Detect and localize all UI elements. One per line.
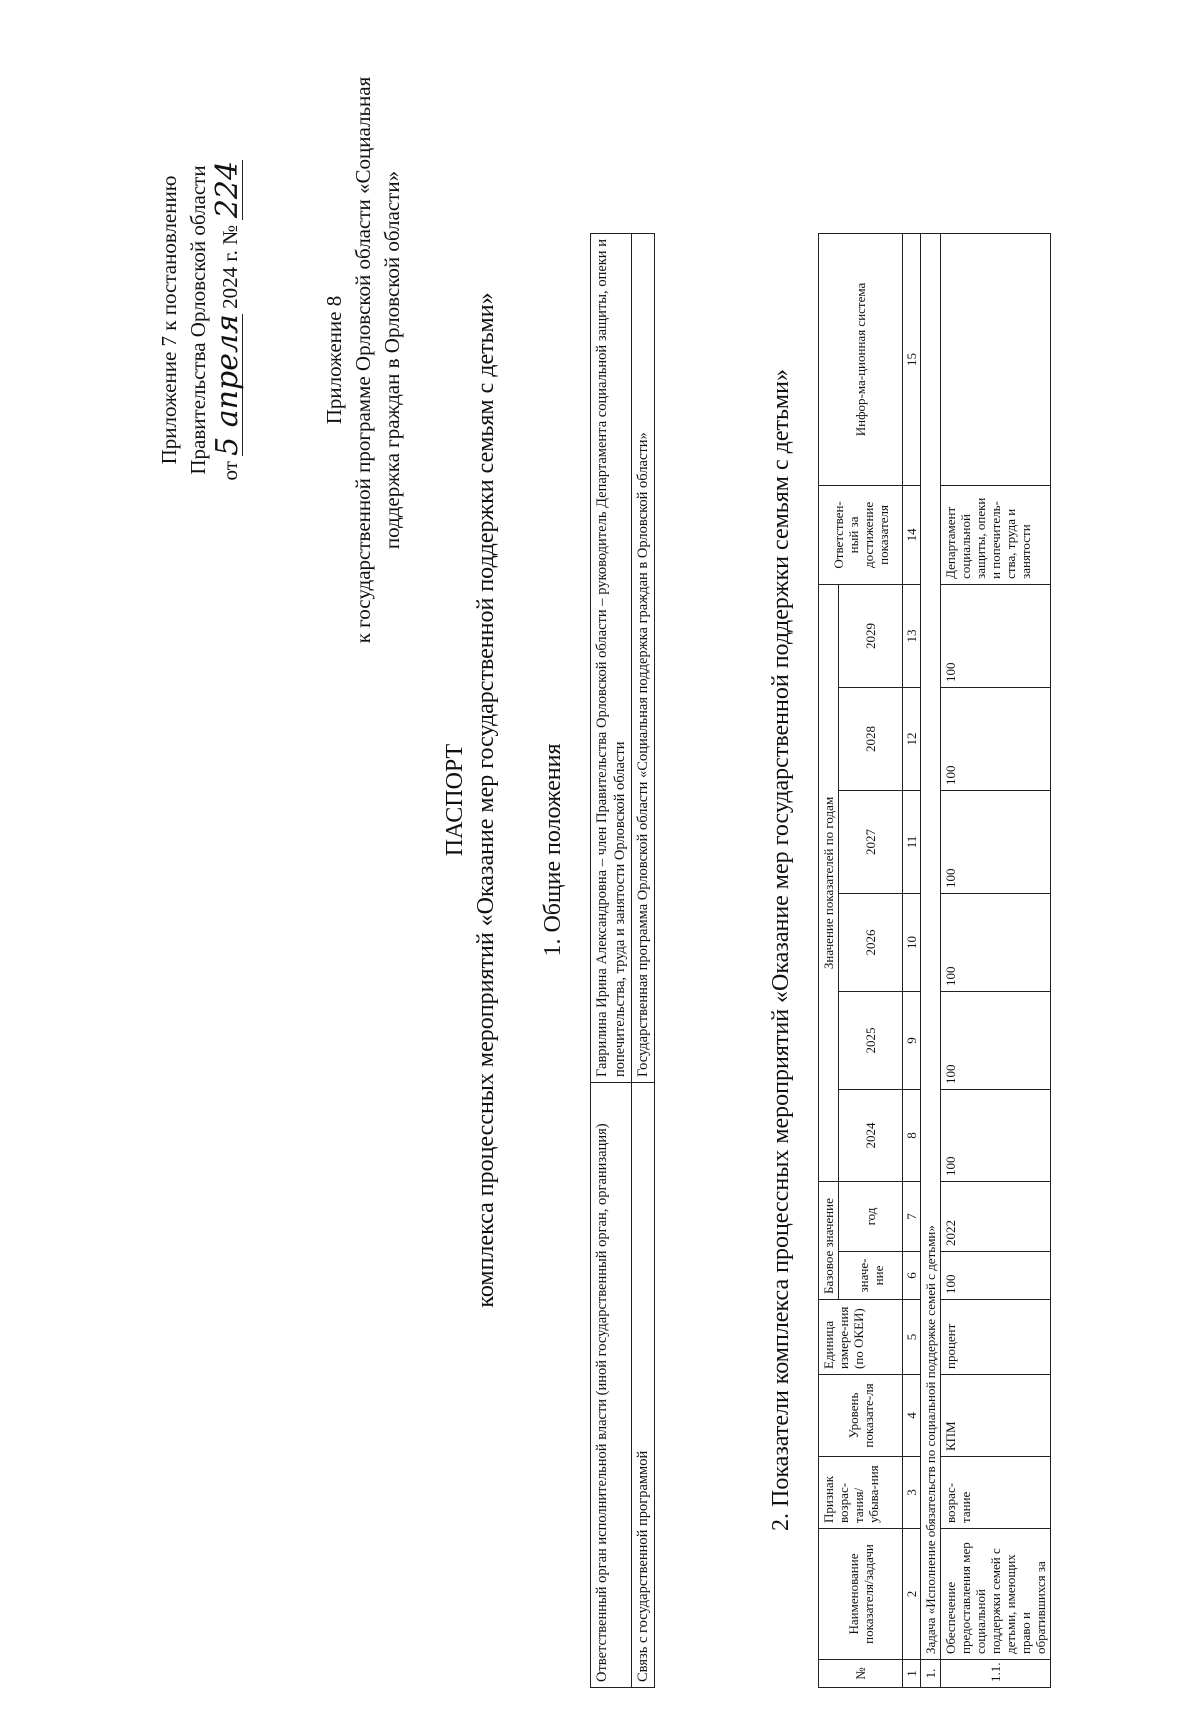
table-row bbox=[632, 234, 655, 1688]
row-value: 100 bbox=[941, 893, 1051, 991]
col-number: 9 bbox=[903, 991, 921, 1089]
date-year: 2024 г. № bbox=[218, 224, 242, 309]
col-num: № bbox=[819, 1660, 903, 1688]
col-year: 2027 bbox=[839, 790, 903, 893]
col-year: 2028 bbox=[839, 687, 903, 790]
col-info-system: Инфор-ма-ционная система bbox=[819, 234, 903, 486]
column-numbers-row bbox=[903, 234, 921, 1688]
responsible-label: Ответственный орган исполнительной власти (иной государственный орган, организация) bbox=[591, 1083, 632, 1688]
indicators-table bbox=[818, 233, 1051, 1688]
row-level: КПМ bbox=[941, 1375, 1051, 1457]
col-number: 8 bbox=[903, 1089, 921, 1181]
col-number: 3 bbox=[903, 1457, 921, 1529]
title-line1: ПАСПОРТ bbox=[442, 743, 468, 857]
col-base-value: значе-ние bbox=[839, 1252, 903, 1300]
col-number: 2 bbox=[903, 1529, 921, 1660]
col-number: 7 bbox=[903, 1181, 921, 1251]
task-text: Задача «Исполнение обязательств по социальной поддержке семей с детьми» bbox=[921, 234, 941, 1660]
row-value: 100 bbox=[941, 1089, 1051, 1181]
col-number: 4 bbox=[903, 1375, 921, 1457]
col-number: 6 bbox=[903, 1252, 921, 1300]
annex7-date-line bbox=[210, 40, 245, 600]
general-provisions-table bbox=[590, 233, 655, 1688]
program-link-value: Государственная программа Орловской области «Социальная поддержка граждан в Орловской области» bbox=[632, 234, 655, 1083]
row-info-system bbox=[941, 234, 1051, 486]
col-values-by-year: Значение показателей по годам bbox=[819, 584, 839, 1181]
col-responsible: Ответствен-ный за достижение показателя bbox=[819, 485, 903, 584]
title-line2: комплекса процессных мероприятий «Оказание мер государственной поддержки семьям с детьми» bbox=[473, 292, 499, 1308]
col-number: 15 bbox=[903, 234, 921, 486]
passport-title bbox=[440, 250, 502, 1350]
task-row bbox=[921, 234, 941, 1688]
section1-heading: 1. Общие положения bbox=[540, 743, 566, 957]
col-number: 10 bbox=[903, 893, 921, 991]
col-unit: Единица измере-ния (по ОКЕИ) bbox=[819, 1300, 903, 1375]
col-level: Уровень показате-ля bbox=[819, 1375, 903, 1457]
handwritten-date: 5 апреля bbox=[210, 314, 245, 456]
handwritten-number: 224 bbox=[210, 160, 245, 219]
col-year: 2029 bbox=[839, 584, 903, 687]
col-number: 11 bbox=[903, 790, 921, 893]
row-num: 1.1. bbox=[941, 1660, 1051, 1688]
annex7-line2: Правительства Орловской области bbox=[186, 165, 210, 475]
task-num: 1. bbox=[921, 1660, 941, 1688]
col-number: 1 bbox=[903, 1660, 921, 1688]
section2-heading: 2. Показатели комплекса процессных мероприятий «Оказание мер государственной поддержки семьям с детьми» bbox=[768, 369, 794, 1531]
row-trend: возрас-тание bbox=[941, 1457, 1051, 1529]
annex7-header bbox=[155, 40, 245, 600]
col-year: 2025 bbox=[839, 991, 903, 1089]
responsible-value: Гаврилина Ирина Александровна – член Правительства Орловской области – руководитель Департамента социальной защиты, опеки и попечительства, труда и занятости Орловской области bbox=[591, 234, 632, 1083]
row-base-value: 100 bbox=[941, 1252, 1051, 1300]
row-unit: процент bbox=[941, 1300, 1051, 1375]
table-header-row bbox=[819, 234, 839, 1688]
annex7-line1: Приложение 7 к постановлению bbox=[157, 175, 181, 465]
annex8-header bbox=[320, 30, 407, 690]
row-base-year: 2022 bbox=[941, 1181, 1051, 1251]
col-number: 14 bbox=[903, 485, 921, 584]
col-base: Базовое значение bbox=[819, 1181, 839, 1299]
row-name: Обеспечение предоставления мер социальной поддержки семей с детьми, имеющих право и обратившихся за bbox=[941, 1529, 1051, 1660]
annex8-line3: поддержка граждан в Орловской области» bbox=[380, 170, 404, 550]
row-value: 100 bbox=[941, 584, 1051, 687]
col-number: 12 bbox=[903, 687, 921, 790]
annex8-line2: к государственной программе Орловской области «Социальная bbox=[351, 76, 375, 644]
program-link-label: Связь с государственной программой bbox=[632, 1083, 655, 1688]
col-name: Наименование показателя/задачи bbox=[819, 1529, 903, 1660]
col-number: 13 bbox=[903, 584, 921, 687]
table-row bbox=[941, 234, 1051, 1688]
date-prefix: от bbox=[218, 461, 242, 481]
col-year: 2024 bbox=[839, 1089, 903, 1181]
col-trend: Признак возрас-тания/ убыва-ния bbox=[819, 1457, 903, 1529]
row-value: 100 bbox=[941, 790, 1051, 893]
table-row bbox=[591, 234, 632, 1688]
row-value: 100 bbox=[941, 687, 1051, 790]
row-responsible: Департамент социальной защиты, опеки и попечитель-ства, труда и занятости bbox=[941, 485, 1051, 584]
col-number: 5 bbox=[903, 1300, 921, 1375]
col-year: 2026 bbox=[839, 893, 903, 991]
row-value: 100 bbox=[941, 991, 1051, 1089]
col-base-year: год bbox=[839, 1181, 903, 1251]
annex8-line1: Приложение 8 bbox=[322, 295, 346, 425]
